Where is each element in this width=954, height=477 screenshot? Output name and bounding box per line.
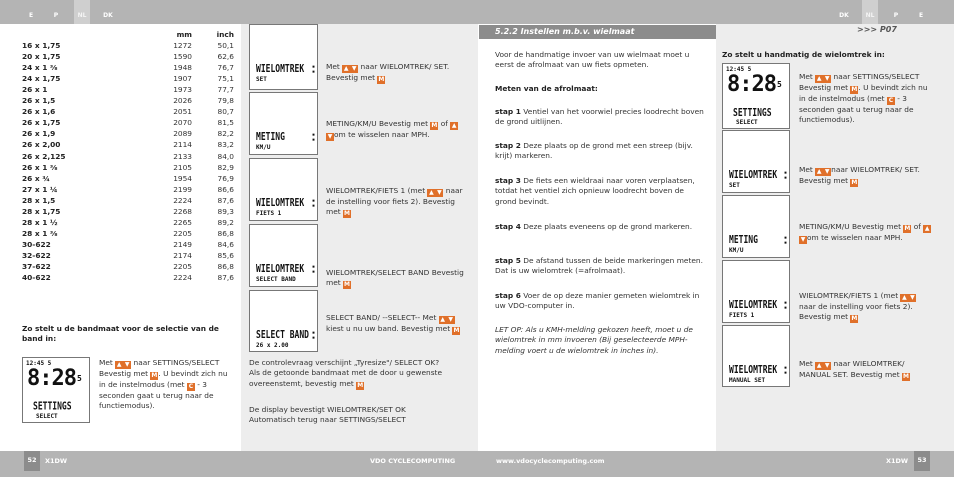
step-text: Deze plaats op de grond met een streep (bijv. krijt) markeren. [495,141,693,161]
lcd-line2: KM/U [256,144,271,151]
down-key-icon: ▼ [910,294,915,301]
lcd-line2: SELECT BAND [256,276,296,283]
step-text-fragment: - 3 seconden gaat u terug naar de functiemodus). [799,94,914,125]
section-title: 5.2.2 Instellen m.b.v. wielmaat [479,25,716,39]
band-heading: Zo stelt u de bandmaat voor de selectie van de band in: [22,324,219,344]
table-row [22,217,234,228]
mid-step-text [326,313,466,335]
brand-name: VDO CYCLECOMPUTING [370,457,456,465]
step-text-fragment: naar de instelling voor fiets 2). Bevestig met [799,302,913,322]
mode-key-icon: M [344,210,350,218]
table-row [22,239,234,250]
tab-lang[interactable]: P [893,12,899,19]
page-number-left: 52 [24,451,40,471]
table-row [22,128,234,139]
down-key-icon: ▼ [351,65,357,72]
table-row [22,206,234,217]
step-text-fragment: naar SETTINGS/SELECT Bevestig met [99,358,220,378]
mode-key-icon: M [851,179,858,186]
lcd-line2: SELECT [36,413,58,420]
mode-key-icon: M [904,225,911,232]
right-step-text [799,291,934,323]
size-mm: 2199 [173,184,192,194]
size-inch: 76,7 [217,63,234,73]
lcd-line1: SETTINGS [33,400,72,413]
up-down-keys-icon [815,72,831,81]
size-name: 26 x 1 ⅜ [22,162,58,172]
size-mm: 2089 [173,129,192,139]
step-text-fragment: om te wisselen naar MPH. [334,130,430,139]
step-label: stap 2 [495,141,521,150]
size-mm: 2265 [173,217,192,227]
size-name: 26 x 1,5 [22,96,56,106]
size-inch: inch [216,30,234,39]
measure-heading: Meten van de afrolmaat: [495,84,598,93]
mode-key-icon: M [378,76,385,83]
size-name: 37-622 [22,261,51,271]
lcd-unit: 5 [77,374,82,383]
measure-step [495,222,705,232]
step-text-fragment: De controlevraag verschijnt „Tyresize"/ SELECT OK? Als de getoonde bandmaat met de door u gewenste overeenstemt, bevestig met [249,358,442,388]
up-down-keys-icon [427,186,443,195]
size-mm: 1954 [173,173,192,183]
up-key-icon: ▲ [816,75,822,82]
table-header [22,29,234,40]
lcd-display-fiets [249,158,318,221]
lcd-display-fiets [722,260,790,323]
up-key-icon: ▲ [440,316,446,323]
tab-lang[interactable]: E [918,12,924,19]
step-label: stap 6 [495,291,521,300]
table-row [22,195,234,206]
step-text: Ventiel van het voorwiel precies loodrecht boven de grond uitlijnen. [495,107,704,127]
size-inch: 81,5 [217,118,234,128]
measure-step [495,176,705,207]
lcd-display-settings [722,63,790,129]
lcd-display-meting [722,195,790,258]
size-inch: 76,9 [217,173,234,183]
table-row [22,184,234,195]
top-bar [0,0,954,24]
up-key-icon: ▲ [429,189,434,196]
table-row [22,117,234,128]
step-text-fragment: METING/KM/U Bevestig met [799,222,904,231]
right-step-text [799,359,934,381]
mode-key-icon: M [357,381,364,389]
size-mm: 1272 [173,41,192,51]
lcd-display-meting [249,92,318,155]
model-left: X1DW [45,457,68,465]
step-label: stap 4 [495,222,521,231]
table-row [22,62,234,73]
size-name: 26 x 1,9 [22,129,56,139]
measure-step [495,107,705,128]
size-mm: 2070 [173,118,192,128]
table-row [22,250,234,261]
size-name: 28 x 1 ⅜ [22,228,58,238]
size-name: 28 x 1,5 [22,195,56,205]
lcd-line2: KM/U [729,247,744,254]
size-mm: 2133 [173,151,192,161]
size-name: 30-622 [22,239,51,249]
lcd-line1: WIELOMTREK [729,364,778,376]
lcd-line1: WIELOMTREK [256,63,305,75]
mode-key-icon: M [851,315,858,323]
step-text-fragment: Met [326,62,343,71]
lcd-line1: SETTINGS [733,106,772,119]
mid-step-text [326,186,466,218]
lcd-indicator-icon: ▪ ▪ [311,198,315,209]
size-name: 16 x 1,75 [22,41,61,51]
up-key-icon: ▲ [816,362,822,369]
size-name: 26 x 2,00 [22,140,61,150]
size-mm: 2205 [173,261,192,271]
size-mm: 1590 [173,52,192,62]
right-heading: Zo stelt u handmatig de wielomtrek in: [722,50,885,59]
up-down-keys-icon [342,62,358,71]
step-text-fragment: WIELOMTREK/FIETS 1 (met [326,186,428,195]
size-name: 28 x 1,75 [22,206,61,216]
size-name: 26 x ¾ [22,173,50,183]
step-text-fragment: - 3 seconden gaat u terug naar de functiemodus). [99,380,214,411]
step-text-fragment: naar SETTINGS/SELECT Bevestig met [799,72,920,92]
size-mm: 2174 [173,250,192,260]
down-key-icon: ▼ [824,75,830,82]
lcd-indicator-icon: ▪ ▪ [783,235,787,246]
mid-step-text [326,119,466,141]
up-down-keys-icon [815,165,831,174]
up-key-icon: ▲ [451,122,457,129]
size-inch: 80,7 [217,107,234,117]
size-inch: 62,6 [217,52,234,62]
step-text-fragment: SELECT BAND/ --SELECT-- Met [326,313,439,322]
website-url[interactable]: www.vdocyclecomputing.com [496,457,605,465]
lcd-display-band-select [249,290,318,352]
table-row [22,261,234,272]
size-inch: 82,9 [217,162,234,172]
intro-text: Voor de handmatige invoer van uw wielmaat moet u eerst de afrolmaat van uw fiets opmeten. [495,50,690,70]
step-text-fragment: Met [799,359,816,368]
step-text: Voer de op deze manier gemeten wielomtrek in uw VDO-computer in. [495,291,700,311]
up-down-keys-icon [815,359,831,368]
lcd-display-wheel-set [249,24,318,90]
tab-lang[interactable]: DK [103,12,113,19]
section-ref: >>> P07 [857,25,897,34]
lcd-display-select-band [249,224,318,287]
table-row [22,272,234,283]
page-number-right: 53 [914,451,930,471]
table-row [22,95,234,106]
tab-lang[interactable]: DK [839,12,849,19]
step-text-fragment: naar WIELOMTREK/ SET. Bevestig met [326,62,450,82]
tab-lang-active[interactable]: NL [862,0,878,24]
lcd-line2: FIETS 1 [256,210,282,217]
lcd-line2: SELECT [736,119,758,126]
lcd-line1: SELECT BAND [256,329,309,341]
size-inch: 89,3 [217,206,234,216]
lcd-line2: SET [729,182,740,189]
lcd-indicator-icon: ▪ ▪ [311,330,315,341]
size-name: 27 x 1 ¼ [22,184,58,194]
lcd-indicator-icon: ▪ ▪ [311,132,315,143]
lcd-time: 12:45 5 [726,66,752,73]
up-key-icon: ▲ [902,294,907,301]
table-row [22,73,234,84]
size-inch: 82,2 [217,129,234,139]
lcd-indicator-icon: ▪ ▪ [783,365,787,376]
right-step-text [799,222,934,244]
confirm-paragraph [249,358,449,390]
size-mm: 2051 [173,107,192,117]
up-down-keys-icon [439,313,455,322]
mode-key-icon: M [851,86,858,93]
wheel-size-table [22,29,234,283]
down-key-icon: ▼ [124,361,130,368]
size-inch: 86,6 [217,184,234,194]
step-text-fragment: kiest u nu uw band. Bevestig met [326,324,453,333]
size-inch: 75,1 [217,74,234,84]
table-row [22,40,234,51]
right-step-text [799,72,934,126]
size-inch: 86,8 [217,261,234,271]
down-key-icon: ▼ [448,316,454,323]
tab-lang-active[interactable]: NL [74,0,90,24]
table-row [22,173,234,184]
size-inch: 86,8 [217,228,234,238]
down-key-icon: ▼ [824,362,830,369]
step-text-fragment: Met [99,358,116,367]
step-text-fragment: of [911,222,924,231]
mode-key-icon: M [151,372,158,379]
size-name: 26 x 1,6 [22,107,56,117]
size-inch: 83,2 [217,140,234,150]
step-text-fragment: Met [799,165,816,174]
size-name [22,29,112,40]
step-text-fragment: Met [799,72,816,81]
lcd-display-wheel-set [722,130,790,193]
model-right: X1DW [886,457,909,465]
right-step-text [799,165,934,187]
size-mm: 1907 [173,74,192,84]
size-mm: 2149 [173,239,192,249]
step-text: De afstand tussen de beide markeringen meten. Dat is uw wielomtrek (=afrolmaat). [495,256,703,276]
size-mm: 1948 [173,63,192,73]
size-name: 26 x 1,75 [22,118,61,128]
mid-step-text [326,268,466,289]
step-text-fragment: of [438,119,451,128]
measure-step [495,141,705,162]
size-name: 24 x 1 ⅜ [22,63,58,73]
size-inch: 84,0 [217,151,234,161]
mode-key-icon: M [453,327,460,334]
lcd-line1: WIELOMTREK [729,299,778,311]
tab-lang[interactable]: P [53,12,59,19]
down-key-icon: ▼ [824,168,830,175]
step-text: De fiets een wieldraai naar voren verplaatsen, totdat het ventiel zich opnieuw loodrecht boven de grond bevindt. [495,176,695,206]
table-row [22,106,234,117]
lcd-time: 12:45 5 [26,360,52,367]
size-inch: 77,7 [217,85,234,95]
lcd-indicator-icon: ▪ ▪ [311,64,315,75]
mode-key-icon: M [902,373,909,380]
size-mm: 2026 [173,96,192,106]
lcd-line2: 26 x 2.00 [256,342,289,349]
size-name: 32-622 [22,250,51,260]
display-paragraph: De display bevestigt WIELOMTREK/SET OK Automatisch terug naar SETTINGS/SELECT [249,405,406,425]
step-text-fragment: naar WIELOMTREK/ MANUAL SET. Bevestig met [799,359,905,379]
tab-lang[interactable]: E [28,12,34,19]
table-row [22,84,234,95]
step-label: stap 1 [495,107,521,116]
table-row [22,51,234,62]
band-step-text [99,358,234,412]
lcd-indicator-icon: ▪ ▪ [311,264,315,275]
lcd-line1: WIELOMTREK [729,169,778,181]
size-mm: 2105 [173,162,192,172]
table-row [22,162,234,173]
note-text: LET OP: Als u KMH-melding gekozen heeft, moet u de wielomtrek in mm invoeren (Bij geselecteerde MPH-melding voert u de wielomtrek in inches in). [495,325,693,355]
size-name: 26 x 1 [22,85,48,95]
lcd-big-digits: 8:28 [27,366,76,391]
mid-step-text [326,62,466,84]
size-inch: 50,1 [217,41,234,51]
step-label: stap 3 [495,176,521,185]
up-down-keys-icon [115,358,131,367]
lcd-indicator-icon: ▪ ▪ [783,170,787,181]
size-mm: 2114 [173,140,192,150]
lcd-line2: FIETS 1 [729,312,755,319]
size-name: 40-622 [22,273,51,283]
size-name: 20 x 1,75 [22,52,61,62]
size-mm: 2224 [173,273,192,283]
up-down-keys-icon [900,291,916,300]
size-inch: 87,6 [217,273,234,283]
step-text-fragment: WIELOMTREK/FIETS 1 (met [799,291,901,300]
measure-step [495,256,705,277]
up-key-icon: ▲ [116,361,122,368]
lcd-display-manual [722,325,790,387]
size-mm: 1973 [173,85,192,95]
size-name: 24 x 1,75 [22,74,61,84]
table-row [22,151,234,162]
step-text-fragment: METING/KM/U Bevestig met [326,119,431,128]
size-mm: 2224 [173,195,192,205]
step-text-fragment: . U bevindt zich nu in de instelmodus (met [799,83,928,103]
down-key-icon: ▼ [437,189,442,196]
lcd-unit: 5 [777,80,782,89]
table-row [22,228,234,239]
clear-key-icon: C [888,97,894,104]
step-text: Deze plaats eveneens op de grond markeren. [520,222,693,231]
lcd-line1: METING [256,131,285,143]
size-mm: 2268 [173,206,192,216]
step-text-fragment: om te wisselen naar MPH. [807,233,903,242]
lcd-line1: WIELOMTREK [256,263,305,275]
size-name: 26 x 2,125 [22,151,66,161]
size-mm: 2205 [173,228,192,238]
step-text-fragment: . U bevindt zich nu in de instelmodus (met [99,369,228,389]
lcd-display-settings [22,357,90,423]
lcd-line2: MANUAL SET [729,377,766,384]
up-key-icon: ▲ [816,168,822,175]
size-inch: 79,8 [217,96,234,106]
mode-key-icon: M [431,122,438,129]
up-key-icon: ▲ [343,65,349,72]
lcd-line1: WIELOMTREK [256,197,305,209]
bottom-bar [0,451,954,477]
size-mm: mm [176,30,192,39]
step-text-fragment: WIELOMTREK/SELECT BAND Bevestig met [326,268,464,288]
lcd-line2: SET [256,76,267,83]
down-key-icon: ▼ [327,133,333,140]
clear-key-icon: C [188,383,194,390]
lcd-big-digits: 8:28 [727,72,776,97]
step-label: stap 5 [495,256,521,265]
size-name: 28 x 1 ½ [22,217,58,227]
size-inch: 87,6 [217,195,234,205]
down-key-icon: ▼ [800,236,806,243]
up-key-icon: ▲ [924,225,930,232]
lcd-indicator-icon: ▪ ▪ [783,300,787,311]
table-row [22,139,234,150]
mode-key-icon: M [344,281,350,289]
size-inch: 84,6 [217,239,234,249]
step-text-fragment: naar WIELOMTREK/ SET. Bevestig met [799,165,920,185]
size-inch: 89,2 [217,217,234,227]
step-text-fragment: naar de instelling voor fiets 2). Bevestig met [326,186,463,217]
size-inch: 85,6 [217,250,234,260]
lcd-line1: METING [729,234,758,246]
measure-step [495,291,705,312]
